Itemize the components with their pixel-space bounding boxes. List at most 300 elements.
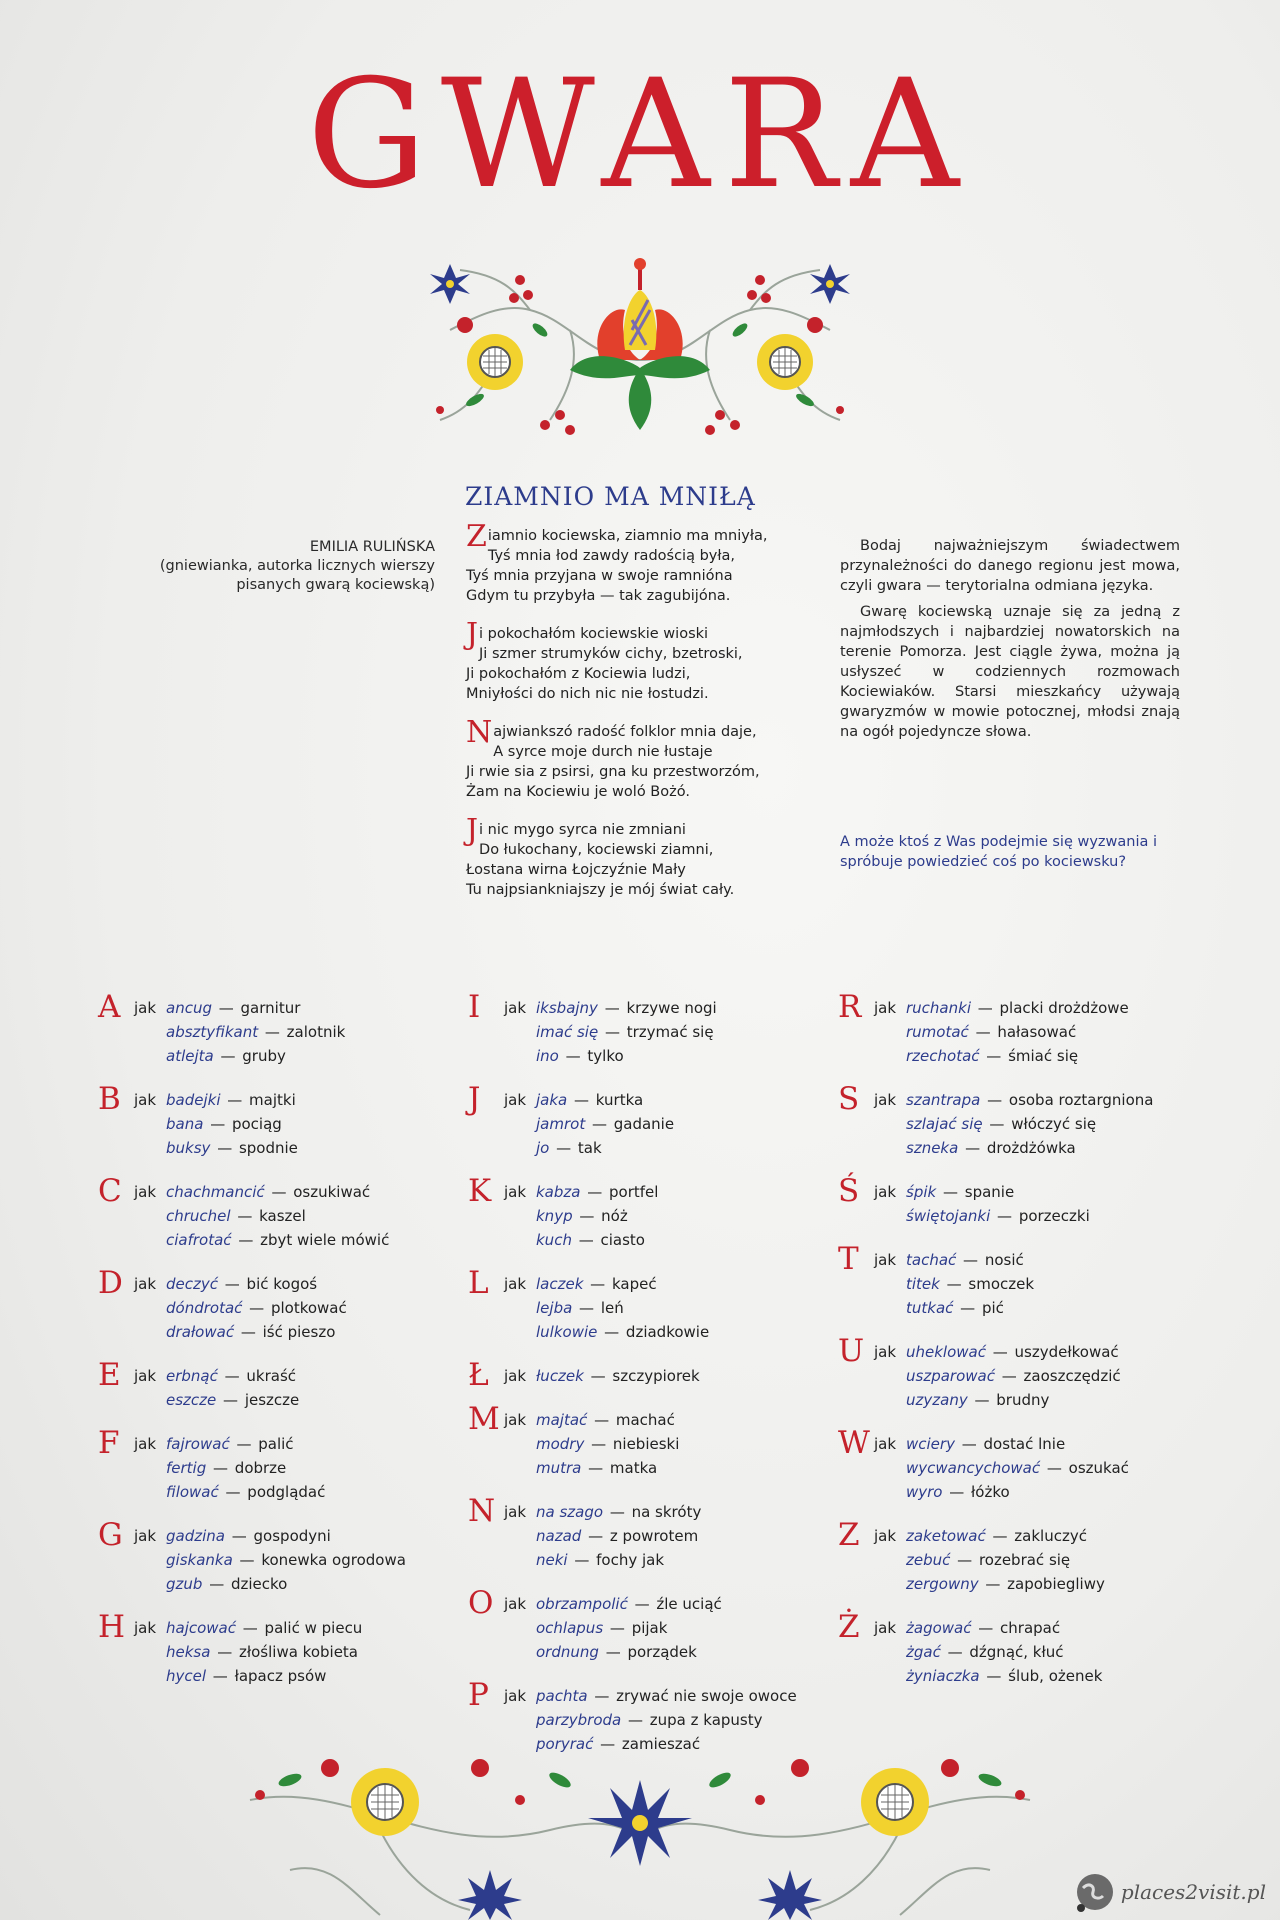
dictionary-entry: [468, 1173, 848, 1252]
dictionary-row: jaka — kurtka: [536, 1091, 644, 1109]
word-meaning: majtki: [249, 1091, 296, 1109]
dialect-word: erbnąć: [166, 1367, 218, 1385]
poem-stanza: [466, 715, 811, 802]
dictionary-row: majtać — machać: [536, 1411, 675, 1429]
jak-label: jak: [504, 1411, 527, 1429]
poem-line: i pokochałóm kociewskie wioski: [479, 626, 709, 642]
dictionary-row: żagować — chrapać: [906, 1619, 1061, 1637]
dictionary-row: nazad — z powrotem: [536, 1527, 699, 1545]
dictionary-row: łuczek — szczypiorek: [536, 1367, 700, 1385]
jak-label: jak: [874, 1527, 897, 1545]
dialect-word: ino: [536, 1047, 559, 1065]
dictionary-letter: M: [468, 1401, 500, 1437]
word-meaning: gruby: [242, 1047, 286, 1065]
word-meaning: matka: [609, 1459, 658, 1477]
dictionary-row: żgać — dźgnąć, kłuć: [906, 1643, 1064, 1661]
dictionary-row: ochlapus — pijak: [536, 1619, 668, 1637]
dictionary-row: titek — smoczek: [906, 1275, 1035, 1293]
dialect-word: szantrapa: [906, 1091, 981, 1109]
dictionary-letter: S: [838, 1081, 860, 1117]
dictionary-row: uzyzany — brudny: [906, 1391, 1050, 1409]
dictionary-row: jamrot — gadanie: [536, 1115, 675, 1133]
dialect-word: rumotać: [906, 1023, 969, 1041]
word-meaning: pijak: [631, 1619, 668, 1637]
word-meaning: z powrotem: [609, 1527, 699, 1545]
word-meaning: pić: [981, 1299, 1004, 1317]
dialect-word: buksy: [166, 1139, 211, 1157]
dialect-word: heksa: [166, 1643, 211, 1661]
dictionary-row: ancug — garnitur: [166, 999, 301, 1017]
dialect-word: deczyć: [166, 1275, 218, 1293]
dictionary-letter: A: [98, 989, 121, 1025]
dictionary-letter: U: [838, 1333, 865, 1369]
word-meaning: spanie: [964, 1183, 1015, 1201]
dictionary-row: świętojanki — porzeczki: [906, 1207, 1090, 1225]
word-meaning: niebieski: [612, 1435, 680, 1453]
jak-label: jak: [874, 1183, 897, 1201]
dictionary-row: deczyć — bić kogoś: [166, 1275, 318, 1293]
dictionary-row: imać się — trzymać się: [536, 1023, 714, 1041]
dictionary-row: wciery — dostać lnie: [906, 1435, 1066, 1453]
dictionary-row: śpik — spanie: [906, 1183, 1015, 1201]
dictionary-entry: [838, 1609, 1218, 1688]
dictionary-entry: [838, 1081, 1218, 1160]
dictionary-row: heksa — złośliwa kobieta: [166, 1643, 358, 1661]
dictionary-row: lulkowie — dziadkowie: [536, 1323, 710, 1341]
dictionary-letter: Ż: [838, 1609, 860, 1645]
jak-label: jak: [134, 1527, 157, 1545]
dictionary-letter: E: [98, 1357, 121, 1393]
dictionary-letter: B: [98, 1081, 121, 1117]
dialect-word: szlajać się: [906, 1115, 983, 1133]
word-meaning: trzymać się: [626, 1023, 714, 1041]
dictionary-row: wycwancychować — oszukać: [906, 1459, 1129, 1477]
poem-line: Ji szmer strumyków cichy, bzetroski,: [479, 646, 743, 662]
dialect-word: ciafrotać: [166, 1231, 232, 1249]
jak-label: jak: [504, 1595, 527, 1613]
dialect-word: ancug: [166, 999, 212, 1017]
dictionary-letter: Z: [838, 1517, 860, 1553]
dictionary-row: mutra — matka: [536, 1459, 658, 1477]
word-meaning: bić kogoś: [246, 1275, 318, 1293]
dialect-word: wycwancychować: [906, 1459, 1041, 1477]
dictionary-row: rzechotać — śmiać się: [906, 1047, 1079, 1065]
word-meaning: gadanie: [613, 1115, 675, 1133]
jak-label: jak: [134, 1435, 157, 1453]
dialect-word: łuczek: [536, 1367, 584, 1385]
dictionary-row: dóndrotać — plotkować: [166, 1299, 347, 1317]
jak-label: jak: [504, 1183, 527, 1201]
dialect-word: lulkowie: [536, 1323, 598, 1341]
word-meaning: jeszcze: [244, 1391, 300, 1409]
dialect-word: wyro: [906, 1483, 943, 1501]
jak-label: jak: [874, 1619, 897, 1637]
dialect-word: fertig: [166, 1459, 207, 1477]
author-note: (gniewianka, autorka licznych wierszy: [159, 558, 435, 574]
watermark: [1073, 1870, 1266, 1914]
dictionary-column-2: [468, 989, 848, 1776]
globe-icon: [1073, 1870, 1117, 1914]
dictionary-row: tachać — nosić: [906, 1251, 1024, 1269]
poem-line: Ji pokochałóm z Kociewia ludzi,: [466, 666, 691, 682]
dialect-word: żgać: [906, 1643, 941, 1661]
word-meaning: drożdżówka: [986, 1139, 1076, 1157]
bottom-floral-ornament: [230, 1740, 1050, 1920]
word-meaning: krzywe nogi: [626, 999, 717, 1017]
dialect-word: uheklować: [906, 1343, 986, 1361]
dictionary-row: kabza — portfel: [536, 1183, 659, 1201]
dictionary-letter: J: [468, 1081, 481, 1117]
dialect-word: pachta: [536, 1687, 588, 1705]
word-meaning: zamieszać: [621, 1735, 701, 1753]
word-meaning: źle uciąć: [656, 1595, 722, 1613]
dialect-word: kabza: [536, 1183, 581, 1201]
word-meaning: hałasować: [997, 1023, 1077, 1041]
dialect-word: wciery: [906, 1435, 955, 1453]
dictionary-row: zaketować — zakluczyć: [906, 1527, 1087, 1545]
dictionary-row: parzybroda — zupa z kapusty: [536, 1711, 763, 1729]
word-meaning: podglądać: [247, 1483, 326, 1501]
word-meaning: fochy jak: [596, 1551, 665, 1569]
jak-label: jak: [874, 1251, 897, 1269]
drop-cap: J: [466, 617, 479, 652]
dictionary-letter: L: [468, 1265, 489, 1301]
word-meaning: kaszel: [259, 1207, 306, 1225]
jak-label: jak: [134, 1619, 157, 1637]
jak-label: jak: [134, 1091, 157, 1109]
dialect-word: chachmancić: [166, 1183, 265, 1201]
dictionary-letter: W: [838, 1425, 870, 1461]
word-meaning: palić w piecu: [264, 1619, 363, 1637]
word-meaning: dźgnąć, kłuć: [969, 1643, 1064, 1661]
dictionary-row: zebuć — rozebrać się: [906, 1551, 1071, 1569]
dictionary-letter: K: [468, 1173, 492, 1209]
dialect-word: śpik: [906, 1183, 937, 1201]
top-floral-ornament: [420, 250, 860, 440]
word-meaning: smoczek: [968, 1275, 1035, 1293]
word-meaning: gospodyni: [253, 1527, 331, 1545]
word-meaning: zrywać nie swoje owoce: [616, 1687, 797, 1705]
dialect-word: uszparować: [906, 1367, 995, 1385]
word-meaning: tylko: [587, 1047, 624, 1065]
word-meaning: palić: [258, 1435, 294, 1453]
poem-stanza: [466, 519, 811, 606]
dictionary-letter: C: [98, 1173, 122, 1209]
dialect-word: chruchel: [166, 1207, 231, 1225]
dictionary-row: knyp — nóż: [536, 1207, 628, 1225]
dialect-word: jo: [536, 1139, 550, 1157]
dialect-word: majtać: [536, 1411, 588, 1429]
word-meaning: łóżko: [971, 1483, 1010, 1501]
dialect-word: hajcować: [166, 1619, 236, 1637]
word-meaning: pociąg: [231, 1115, 282, 1133]
dictionary-entry: [468, 1265, 848, 1344]
word-meaning: nóż: [601, 1207, 628, 1225]
dictionary-row: bana — pociąg: [166, 1115, 282, 1133]
word-meaning: konewka ogrodowa: [261, 1551, 406, 1569]
poem-stanza: [466, 617, 811, 704]
dialect-word: giskanka: [166, 1551, 233, 1569]
dialect-word: knyp: [536, 1207, 573, 1225]
dictionary-row: gadzina — gospodyni: [166, 1527, 331, 1545]
dictionary-row: zergowny — zapobiegliwy: [906, 1575, 1105, 1593]
dialect-word: hycel: [166, 1667, 207, 1685]
dictionary-letter: D: [98, 1265, 123, 1301]
dictionary-row: ruchanki — placki drożdżowe: [906, 999, 1129, 1017]
dialect-word: uzyzany: [906, 1391, 968, 1409]
dialect-word: żagować: [906, 1619, 972, 1637]
word-meaning: zapobiegliwy: [1007, 1575, 1105, 1593]
word-meaning: porzeczki: [1018, 1207, 1090, 1225]
word-meaning: garnitur: [240, 999, 301, 1017]
word-meaning: rozebrać się: [978, 1551, 1071, 1569]
jak-label: jak: [504, 1367, 527, 1385]
word-meaning: osoba roztargniona: [1008, 1091, 1154, 1109]
word-meaning: ciasto: [600, 1231, 645, 1249]
jak-label: jak: [504, 1503, 527, 1521]
word-meaning: zaoszczędzić: [1023, 1367, 1121, 1385]
dictionary-column-1: [98, 989, 481, 1708]
dictionary-entry: [468, 1357, 848, 1393]
word-meaning: oszukać: [1068, 1459, 1129, 1477]
dictionary-row: szneka — drożdżówka: [906, 1139, 1076, 1157]
dialect-word: bana: [166, 1115, 204, 1133]
dialect-word: rzechotać: [906, 1047, 980, 1065]
dialect-word: badejki: [166, 1091, 221, 1109]
dialect-word: na szago: [536, 1503, 604, 1521]
dictionary-row: gzub — dziecko: [166, 1575, 288, 1593]
dialect-word: zebuć: [906, 1551, 951, 1569]
dialect-word: imać się: [536, 1023, 599, 1041]
dialect-word: szneka: [906, 1139, 959, 1157]
dialect-word: żyniaczka: [906, 1667, 980, 1685]
poem-author: [110, 538, 435, 595]
dialect-word: tachać: [906, 1251, 957, 1269]
dialect-word: zaketować: [906, 1527, 986, 1545]
dictionary-row: badejki — majtki: [166, 1091, 296, 1109]
author-note: pisanych gwarą kociewską): [236, 577, 435, 593]
dialect-word: ruchanki: [906, 999, 971, 1017]
dictionary-row: fajrować — palić: [166, 1435, 294, 1453]
dialect-word: modry: [536, 1435, 585, 1453]
dictionary-row: lejba — leń: [536, 1299, 624, 1317]
jak-label: jak: [504, 999, 527, 1017]
poem-title: ZIAMNIO MA MNIŁĄ: [465, 482, 756, 511]
word-meaning: placki drożdżowe: [999, 999, 1129, 1017]
dialect-word: gzub: [166, 1575, 203, 1593]
word-meaning: zakluczyć: [1014, 1527, 1087, 1545]
dictionary-letter: I: [468, 989, 481, 1025]
watermark-text: places2visit.pl: [1120, 1880, 1266, 1904]
dictionary-letter: O: [468, 1585, 494, 1621]
dictionary-row: na szago — na skróty: [536, 1503, 702, 1521]
dictionary-row: żyniaczka — ślub, ożenek: [906, 1667, 1103, 1685]
dictionary-column-3: [838, 989, 1218, 1708]
dialect-word: filować: [166, 1483, 219, 1501]
dictionary-row: fertig — dobrze: [166, 1459, 287, 1477]
dictionary-letter: T: [838, 1241, 859, 1277]
drop-cap: N: [466, 715, 493, 750]
poem-stanza: [466, 813, 811, 900]
jak-label: jak: [504, 1091, 527, 1109]
dialect-word: lejba: [536, 1299, 573, 1317]
dictionary-row: szlajać się — włóczyć się: [906, 1115, 1097, 1133]
dictionary-row: laczek — kapeć: [536, 1275, 657, 1293]
jak-label: jak: [874, 999, 897, 1017]
dictionary-row: tutkać — pić: [906, 1299, 1004, 1317]
word-meaning: dostać lnie: [983, 1435, 1066, 1453]
dictionary-row: buksy — spodnie: [166, 1139, 298, 1157]
dictionary-row: ciafrotać — zbyt wiele mówić: [166, 1231, 390, 1249]
dictionary-row: atlejta — gruby: [166, 1047, 286, 1065]
word-meaning: iść pieszo: [262, 1323, 336, 1341]
poem-line: Do łukochany, kociewski ziamni,: [479, 842, 714, 858]
poem-line: ajwiankszó radość folklor mnia daje,: [493, 724, 757, 740]
dictionary-row: chachmancić — oszukiwać: [166, 1183, 371, 1201]
word-meaning: zupa z kapusty: [649, 1711, 763, 1729]
jak-label: jak: [134, 1183, 157, 1201]
dictionary-letter: P: [468, 1677, 489, 1713]
poem-line: Łostana wirna Łojczyźnie Mały: [466, 862, 686, 878]
dictionary-entry: [838, 1241, 1218, 1320]
jak-label: jak: [134, 999, 157, 1017]
dictionary-entry: [838, 989, 1218, 1068]
dictionary-entry: [98, 1173, 478, 1252]
dictionary-row: iksbajny — krzywe nogi: [536, 999, 717, 1017]
dictionary-entry: [838, 1425, 1218, 1504]
dialect-word: świętojanki: [906, 1207, 991, 1225]
jak-label: jak: [874, 1091, 897, 1109]
word-meaning: dobrze: [234, 1459, 287, 1477]
dictionary-entry: [468, 1081, 848, 1160]
drop-cap: J: [466, 813, 479, 848]
word-meaning: na skróty: [631, 1503, 702, 1521]
dictionary-entry: [98, 1425, 478, 1504]
dictionary-row: pachta — zrywać nie swoje owoce: [536, 1687, 797, 1705]
dictionary-row: eszcze — jeszcze: [166, 1391, 300, 1409]
word-meaning: portfel: [609, 1183, 659, 1201]
blue-star-icon: [458, 1780, 822, 1920]
dictionary-row: drałować — iść pieszo: [166, 1323, 336, 1341]
word-meaning: włóczyć się: [1011, 1115, 1097, 1133]
dialect-word: obrzampolić: [536, 1595, 628, 1613]
word-meaning: spodnie: [238, 1139, 298, 1157]
word-meaning: złośliwa kobieta: [238, 1643, 358, 1661]
poem-line: i nic mygo syrca nie zmniani: [479, 822, 686, 838]
word-meaning: śmiać się: [1008, 1047, 1079, 1065]
word-meaning: leń: [600, 1299, 624, 1317]
poem-line: Mniyłości do nich nic nie łostudzi.: [466, 686, 709, 702]
dictionary-entry: [98, 989, 478, 1068]
dictionary-letter: G: [98, 1517, 123, 1553]
word-meaning: dziadkowie: [625, 1323, 710, 1341]
word-meaning: kurtka: [595, 1091, 644, 1109]
dictionary-row: hajcować — palić w piecu: [166, 1619, 363, 1637]
page-title: GWARA: [306, 48, 974, 222]
poem-line: iamnio kociewska, ziamnio ma mniyła,: [487, 528, 768, 544]
dialect-word: jaka: [536, 1091, 568, 1109]
dictionary-entry: [838, 1173, 1218, 1228]
info-paragraph: Bodaj najważniejszym świadectwem przynależności do danego regionu jest mowa, czyli gwara — terytorialna odmiana języka.: [840, 538, 1180, 594]
dictionary-letter: R: [838, 989, 862, 1025]
dictionary-entry: [98, 1081, 478, 1160]
dialect-word: tutkać: [906, 1299, 954, 1317]
dialect-word: kuch: [536, 1231, 572, 1249]
dictionary-row: ino — tylko: [536, 1047, 624, 1065]
poem-line: Gdym tu przybyła — tak zagubijóna.: [466, 588, 731, 604]
info-text: [840, 536, 1180, 878]
dialect-word: ochlapus: [536, 1619, 604, 1637]
word-meaning: łapacz psów: [234, 1667, 327, 1685]
dictionary-letter: N: [468, 1493, 496, 1529]
dialect-word: absztyfikant: [166, 1023, 259, 1041]
poem-line: A syrce moje durch nie łustaje: [493, 744, 713, 760]
dictionary-row: erbnąć — ukraść: [166, 1367, 297, 1385]
poem-line: Tyś mnia przyjana w swoje ramnióna: [466, 568, 733, 584]
poem-line: Ji rwie sia z psirsi, gna ku przestworzóm,: [466, 764, 760, 780]
dialect-word: dóndrotać: [166, 1299, 243, 1317]
dictionary-entry: [468, 1493, 848, 1572]
dictionary-entry: [468, 1401, 848, 1480]
word-meaning: dziecko: [230, 1575, 288, 1593]
word-meaning: nosić: [984, 1251, 1024, 1269]
dictionary-row: hycel — łapacz psów: [166, 1667, 327, 1685]
drop-cap: Z: [466, 519, 487, 554]
dictionary-row: wyro — łóżko: [906, 1483, 1010, 1501]
dictionary-entry: [98, 1517, 478, 1596]
dictionary-row: uheklować — uszydełkować: [906, 1343, 1119, 1361]
dictionary-row: uszparować — zaoszczędzić: [906, 1367, 1121, 1385]
dialect-word: titek: [906, 1275, 940, 1293]
jak-label: jak: [504, 1275, 527, 1293]
poem-text: [466, 519, 811, 918]
dialect-word: gadzina: [166, 1527, 225, 1545]
jak-label: jak: [504, 1687, 527, 1705]
dictionary-entry: [468, 1585, 848, 1664]
dialect-word: fajrować: [166, 1435, 230, 1453]
dictionary-entry: [98, 1357, 478, 1412]
dictionary-row: rumotać — hałasować: [906, 1023, 1077, 1041]
dialect-word: mutra: [536, 1459, 582, 1477]
dictionary-entry: [838, 1333, 1218, 1412]
jak-label: jak: [134, 1367, 157, 1385]
dictionary-letter: Ś: [838, 1173, 860, 1209]
word-meaning: oszukiwać: [293, 1183, 371, 1201]
dictionary-row: chruchel — kaszel: [166, 1207, 306, 1225]
dialect-word: eszcze: [166, 1391, 217, 1409]
jak-label: jak: [874, 1343, 897, 1361]
word-meaning: uszydełkować: [1014, 1343, 1119, 1361]
word-meaning: tak: [577, 1139, 602, 1157]
dialect-word: parzybroda: [536, 1711, 622, 1729]
dictionary-row: szantrapa — osoba roztargniona: [906, 1091, 1154, 1109]
word-meaning: plotkować: [270, 1299, 347, 1317]
dictionary-row: jo — tak: [536, 1139, 602, 1157]
jak-label: jak: [874, 1435, 897, 1453]
poem-line: Żam na Kociewiu je woló Bożó.: [466, 784, 690, 800]
dialect-word: nazad: [536, 1527, 582, 1545]
dictionary-entry: [468, 989, 848, 1068]
dictionary-letter: H: [98, 1609, 126, 1645]
poem-line: Tu najpsiankniajszy je mój świat cały.: [466, 882, 735, 898]
dictionary-row: obrzampolić — źle uciąć: [536, 1595, 722, 1613]
dictionary-row: filować — podglądać: [166, 1483, 326, 1501]
dialect-word: zergowny: [906, 1575, 979, 1593]
word-meaning: zbyt wiele mówić: [260, 1231, 390, 1249]
dictionary-row: modry — niebieski: [536, 1435, 680, 1453]
poem-line: Tyś mnia łod zawdy radością była,: [487, 548, 735, 564]
dictionary-row: giskanka — konewka ogrodowa: [166, 1551, 406, 1569]
